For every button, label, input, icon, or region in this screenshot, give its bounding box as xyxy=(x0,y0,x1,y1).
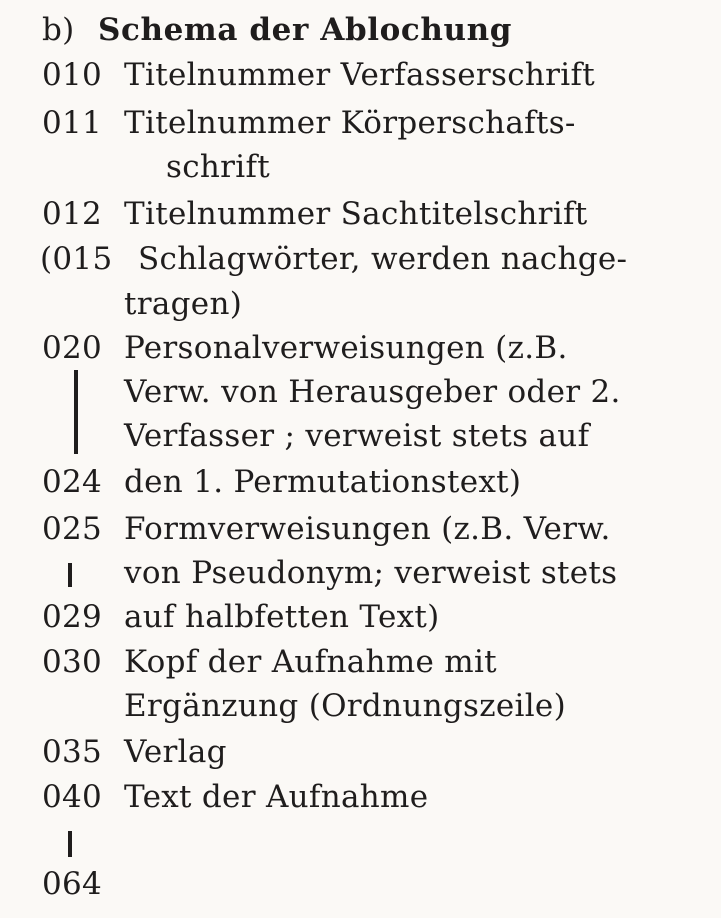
entry-text: Formverweisungen (z.B. Verw. xyxy=(124,511,611,547)
entry-code: 020 xyxy=(42,330,103,366)
entry-code: (015 xyxy=(40,241,113,277)
entry-text: Kopf der Aufnahme mit xyxy=(124,644,497,680)
entry-code: 011 xyxy=(42,105,103,141)
entry-text-continuation: Verw. von Herausgeber oder 2. xyxy=(124,374,621,410)
entry-code: 035 xyxy=(42,734,103,770)
entry-text: den 1. Permutationstext) xyxy=(124,464,522,500)
entry-code: 064 xyxy=(42,866,103,902)
entry-text-continuation: schrift xyxy=(166,149,271,185)
entry-code: 024 xyxy=(42,464,103,500)
entry-text: Verlag xyxy=(124,734,227,770)
entry-text: Personalverweisungen (z.B. xyxy=(124,330,568,366)
entry-code: 025 xyxy=(42,511,103,547)
entry-text: Titelnummer Körperschafts- xyxy=(124,105,576,141)
entry-text-continuation: tragen) xyxy=(124,286,243,322)
heading-title: Schema der Ablochung xyxy=(98,12,513,48)
range-bar xyxy=(68,563,72,587)
entry-text: Titelnummer Sachtitelschrift xyxy=(124,196,588,232)
heading-prefix: b) xyxy=(42,12,75,48)
entry-text: Schlagwörter, werden nachge- xyxy=(138,241,628,277)
entry-code: 012 xyxy=(42,196,103,232)
entry-text: Text der Aufnahme xyxy=(124,779,429,815)
entry-text-continuation: Ergänzung (Ordnungszeile) xyxy=(124,688,566,724)
entry-code: 030 xyxy=(42,644,103,680)
entry-text-continuation: Verfasser ; verweist stets auf xyxy=(124,418,590,454)
entry-code: 010 xyxy=(42,57,103,93)
range-bar xyxy=(68,831,72,857)
entry-code: 040 xyxy=(42,779,103,815)
entry-text-continuation: von Pseudonym; verweist stets xyxy=(124,555,618,591)
range-bar xyxy=(74,370,78,454)
entry-text: auf halbfetten Text) xyxy=(124,599,440,635)
entry-text: Titelnummer Verfasserschrift xyxy=(124,57,595,93)
entry-code: 029 xyxy=(42,599,103,635)
